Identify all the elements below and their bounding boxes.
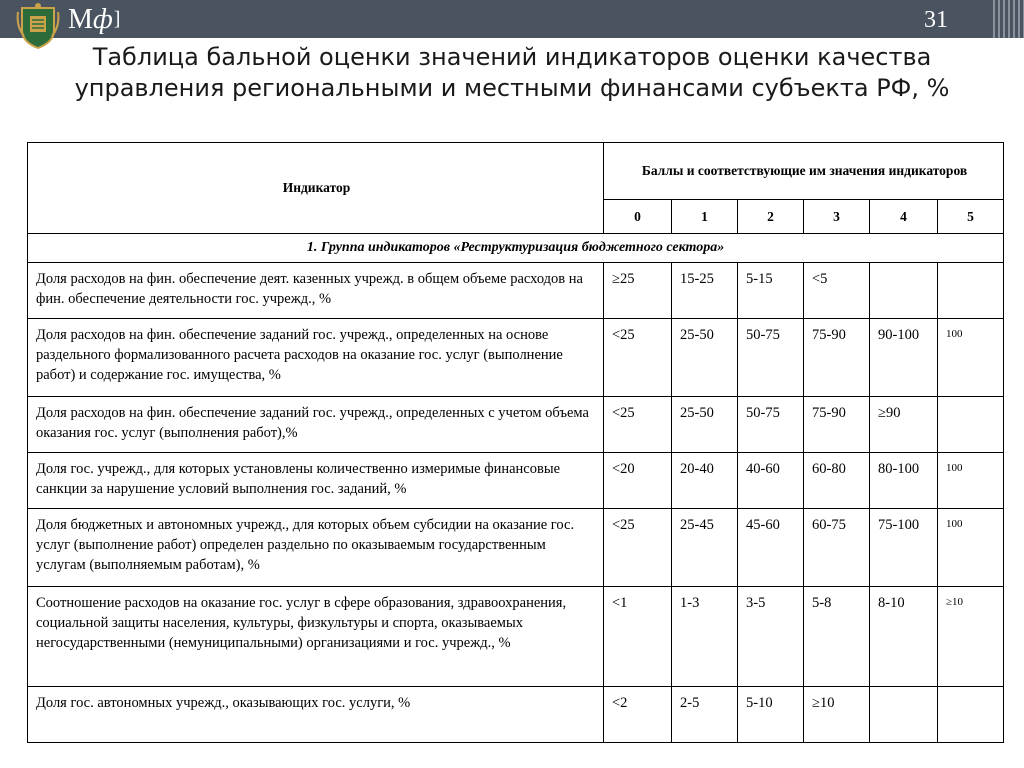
score-value-cell: ≥25 <box>604 263 672 319</box>
indicator-cell: Доля расходов на фин. обеспечение заданий гос. учрежд., определенных на основе раздельного формализованного расчета расходов на оказание гос. услуг (выполнение работ) и содержание гос. имущества, % <box>28 319 604 397</box>
score-value-cell: 75-100 <box>870 509 938 587</box>
score-value-cell: 75-90 <box>804 319 870 397</box>
score-value-cell <box>938 687 1004 743</box>
logo-letter-italic: ф <box>92 4 113 35</box>
score-value-cell: 1-3 <box>672 587 738 687</box>
score-value-cell: 3-5 <box>738 587 804 687</box>
score-value-cell: 25-50 <box>672 319 738 397</box>
score-value-cell: 25-45 <box>672 509 738 587</box>
score-value-cell: 20-40 <box>672 453 738 509</box>
table-body <box>28 234 1004 743</box>
score-header-1: 1 <box>672 200 738 234</box>
score-value-cell: <1 <box>604 587 672 687</box>
score-value-cell: <25 <box>604 397 672 453</box>
score-value-cell: ≥10 <box>938 587 1004 687</box>
indicator-cell: Доля расходов на фин. обеспечение деят. казенных учрежд. в общем объеме расходов на фин. обеспечение деятельности гос. учрежд., % <box>28 263 604 319</box>
indicator-table <box>27 142 1004 743</box>
score-value-cell: <20 <box>604 453 672 509</box>
score-value-cell: <5 <box>804 263 870 319</box>
table-row <box>28 319 1004 397</box>
score-value-cell: 2-5 <box>672 687 738 743</box>
logo-text <box>68 2 120 37</box>
score-value-cell: 5-8 <box>804 587 870 687</box>
score-value-cell: 80-100 <box>870 453 938 509</box>
score-value-cell: 50-75 <box>738 397 804 453</box>
score-value-cell: 75-90 <box>804 397 870 453</box>
slide-number: 31 <box>924 7 948 33</box>
indicator-cell: Доля расходов на фин. обеспечение заданий гос. учрежд., определенных с учетом объема оказания гос. услуг (выполнения работ),% <box>28 397 604 453</box>
indicator-cell: Доля гос. учрежд., для которых установлены количественно измеримые финансовые санкции за нарушение условий выполнения гос. заданий, % <box>28 453 604 509</box>
score-value-cell: <2 <box>604 687 672 743</box>
score-value-cell: <25 <box>604 319 672 397</box>
score-value-cell: 5-10 <box>738 687 804 743</box>
score-value-cell: 40-60 <box>738 453 804 509</box>
table-row <box>28 687 1004 743</box>
score-value-cell: ≥90 <box>870 397 938 453</box>
score-value-cell: 25-50 <box>672 397 738 453</box>
table-row <box>28 263 1004 319</box>
score-value-cell <box>938 397 1004 453</box>
score-value-cell <box>870 263 938 319</box>
score-value-cell <box>870 687 938 743</box>
table-row <box>28 509 1004 587</box>
score-header-5: 5 <box>938 200 1004 234</box>
group-title: 1. Группа индикаторов «Реструктуризация бюджетного сектора» <box>28 234 1004 263</box>
score-value-cell: 100 <box>938 319 1004 397</box>
score-value-cell: ≥10 <box>804 687 870 743</box>
score-header-4: 4 <box>870 200 938 234</box>
page-title: Таблица бальной оценки значений индикаторов оценки качества управления региональными и местными финансами субъекта РФ, % <box>74 43 950 102</box>
indicator-cell: Соотношение расходов на оказание гос. услуг в сфере образования, здравоохранения, социальной защиты населения, культуры, физкультуры и спорта, оказываемых негосударственными (немуниципальными) организациями и гос. учрежд., % <box>28 587 604 687</box>
score-value-cell: 60-80 <box>804 453 870 509</box>
logo-letter-tail: ] <box>113 8 121 30</box>
header-scores: Баллы и соответствующие им значения индикаторов <box>604 143 1004 200</box>
score-header-3: 3 <box>804 200 870 234</box>
score-value-cell: <25 <box>604 509 672 587</box>
top-bar <box>0 0 1024 38</box>
score-value-cell: 50-75 <box>738 319 804 397</box>
score-value-cell: 15-25 <box>672 263 738 319</box>
table-row <box>28 587 1004 687</box>
score-value-cell: 5-15 <box>738 263 804 319</box>
header-indicator: Индикатор <box>28 143 604 234</box>
score-value-cell: 45-60 <box>738 509 804 587</box>
score-value-cell: 100 <box>938 509 1004 587</box>
score-header-2: 2 <box>738 200 804 234</box>
indicator-cell: Доля бюджетных и автономных учрежд., для которых объем субсидии на оказание гос. услуг (выполнение работ) определен раздельно по оказываемым государственным услугам (выполняемым работам), % <box>28 509 604 587</box>
decorative-stripes <box>990 0 1024 38</box>
score-value-cell: 90-100 <box>870 319 938 397</box>
table-row <box>28 453 1004 509</box>
score-value-cell: 100 <box>938 453 1004 509</box>
score-header-0: 0 <box>604 200 672 234</box>
score-value-cell <box>938 263 1004 319</box>
table-row <box>28 397 1004 453</box>
score-value-cell: 60-75 <box>804 509 870 587</box>
indicator-cell: Доля гос. автономных учрежд., оказывающих гос. услуги, % <box>28 687 604 743</box>
logo-letter: М <box>68 4 93 35</box>
score-value-cell: 8-10 <box>870 587 938 687</box>
